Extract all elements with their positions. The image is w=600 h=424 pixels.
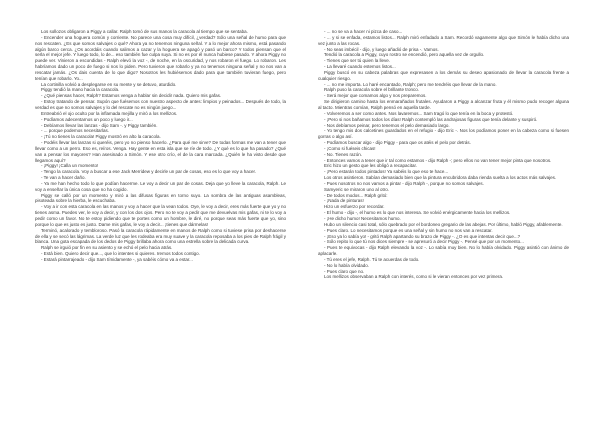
paragraph: - No seas imbécil - dijo, y luego añadió de prisa -. Vamos.: [324, 46, 439, 52]
paragraph: - Entonces vamos a tener que ir tal como estamos - dijo Ralph -; pero ellos no van tener mejor pinta que nosotros.: [324, 157, 552, 163]
right-text-column: [318, 29, 569, 399]
paragraph: - Debíamos llevar las lanzas - dijo Sam -. y Piggy también.: [41, 122, 158, 128]
paragraph: - El humo - dijo -, el humo es lo que nos interesa. Se volvió enérgicamente hacia los mellizos.: [324, 210, 511, 216]
paragraph: - Encender una hoguera común y corriente. No parece una cosa muy difícil, ¿verdad? Sólo una señal de humo para que nos rescaten. ¿Es que somos salvajes o qué? Ahora ya no tenemos ninguna señal. Y a lo mejor ahora mismo, está pasando algún barco cerca. ¿Os acordáis cuando salimos a cazar y la hoguera se apagó y pasó un barco? Y todos piensan que el serla el mejor jefe. Y luego todo, lo de... eso también fue culpa suya. Si no es por él nunca hubiese pasado. Y ahora Piggy no puede ver. Vinieron a escondidas - Ralph elevó la voz -, de noche, en la oscuridad, y nos robaron el fuego. Lo robaron. Les habríamos dado un poco de fuego si nos lo piden. Pero tuvieron que robarlo y ya no tenemos ninguna señal y no nos van a rescatar jamás. ¿Os dais cuenta de lo que digo? Nosotros les hubiésemos dado para que también tuvieran fuego, pero tenían que robarlo. Yo...: [35, 34, 286, 81]
paragraph: Terminó, acalorado y tembloroso. Pasó la caracola rápidamente en manos de Ralph como si tuviese prisa por deshacerse de ella y se secó las lágrimas. La verde luz que les rodeaba era muy suave y la caracola reposaba a los pies de Ralph frágil y blanca. Una gota escapada de los dedos de Piggy brillaba ahora como una estrella sobre la delicada curva.: [35, 227, 286, 245]
paragraph: - ... y si se enfada, estamos listos... Ralph miró enfadado a Sam. Recordó vagamente algo que Simón le había dicho una vez junto a las rocas.: [318, 34, 569, 46]
paragraph: Samyeric se miraron uno al otro.: [324, 186, 390, 192]
paragraph: Tendió la caracola a Piggy, cuyo rostro se encendió, pero aquella vez de orgullo.: [324, 52, 485, 58]
paragraph: - ¡Como si fuéseis chicas!: [324, 145, 376, 151]
paragraph: Los sollozos obligaron a Piggy a callar. Ralph tomó de sus manos la caracola al tiempo que se sentaba.: [41, 29, 248, 34]
paragraph: - Pues nosotros no nos vamos a pintar - dijo Ralph -, porque no somos salvajes.: [324, 180, 484, 186]
paragraph: - ... porque podemos necesitarlas.: [41, 128, 110, 134]
paragraph: Los otros asintieron. Sabían demasiado bien que la pintura encubridora daba rienda suelta a los actos más salvajes.: [324, 175, 557, 181]
paragraph: Piggy se calló por un momento y miró a las difusas figuras en torno suyo. La sombra de las antiguas asambleas, pisoteada sobre la hierba, le escuchaba.: [35, 192, 286, 204]
paragraph: - ¡He dicho humo! Necesitamos humo.: [324, 216, 401, 221]
paragraph: - La llevaré cuando estemos listos...: [324, 64, 396, 70]
paragraph: - Está bien. Quiero decir que..., que lo intentes si quieres. Iremos todos contigo.: [41, 251, 200, 257]
paragraph: Hizo un esfuerzo por recordar.: [324, 204, 385, 210]
paragraph: - Te van a hacer daño.: [41, 175, 86, 181]
paragraph: - De todos modos... Ralph gritó:: [324, 192, 388, 198]
paragraph: - Estará pintarrajeado - dijo Sam tímidamente -, ya sabéis cómo va a estar...: [41, 256, 193, 262]
paragraph: - Será mejor que comamos algo y nos preparemos.: [324, 93, 427, 99]
paragraph: - Podéis llevar las lanzas si queréis, pero yo no pienso hacerlo. ¿Para qué me sirve? De todas formas me van a tener que llevar como a un perro. Eso es, reíros. Venga. Hay gente en esta isla que se ríe de todo. ¿Y qué es lo que ha pasado? ¿Qué van a pensar los mayores? Han asesinado a Simón. Y ese otro crío, el de la cara marcada. ¿Quién le ha visto desde que llegamos aquí?: [35, 140, 286, 163]
paragraph: Entreabrió el ojo oculto por la inflamada mejilla y miró a los mellizos.: [41, 110, 178, 116]
paragraph: - Voy a ir con esta caracola en las manos y voy a hacer que la vean todos. Oye, le voy a decir, eres más fuerte que yo y no tienes asma. Puedes ver, le voy a decir, y con los dos ojos. Pero no te voy a pedir que me devuelvas mis gafas, ni te lo voy a pedir como un favor. No te estoy pidiendo que te portes como un hombre, le diré, no porque seas más fuerte que yo, sino porque lo que es justo es justo. Dame mis gafas, le voy a decir... ¡tienes que dármelas!: [35, 204, 286, 227]
paragraph: - ¿Qué piensas hacer, Ralph? Estamos venga a hablar sin decidir nada. Quiero mis gafas.: [41, 93, 222, 99]
paragraph: - ¡Piggy! ¡Calla un momento!: [41, 163, 99, 169]
paragraph: - No lo había olvidado.: [324, 262, 370, 268]
paragraph: Piggy tendió la mano hacia la caracola.: [41, 87, 120, 93]
paragraph: - Sólo repito lo que tú nos dices siempre - se apresuró a decir Piggy -. Pensé que por un momento...: [324, 239, 524, 245]
paragraph: Piggy buscó en su cabeza palabras que expresasen a los demás su deseo apasionado de llevar la caracola frente a cualquier riesgo.: [318, 69, 569, 81]
paragraph: - ¡Pero estarán todos pintados! Ya sabéis lo que eso te hace...: [324, 169, 449, 175]
paragraph: - Tienes que ser tú quien la lleve.: [324, 58, 391, 64]
paragraph: - Podíamos buscar algo - dijo Piggy - para que os atéis el pelo por detrás.: [324, 140, 471, 146]
paragraph: - ¡Nada de pinturas!: [324, 198, 364, 204]
paragraph: Eric hizo un gesto que les obligó a recapacitar.: [324, 163, 418, 169]
paragraph: - ... no me importa. Lo haré encantado, Ralph; pero me tendréis que llevar de la mano.: [324, 81, 497, 87]
paragraph: - Yo tengo mis dos calcetines guardados en el refugio - dijo Eric -. Nos los podíamos poner en la cabeza como si fuesen gorras o algo así.: [318, 128, 569, 140]
paragraph: Ralph puso la caracola sobre el brillante tronco.: [324, 87, 420, 93]
paragraph: - Volveremos a ser como antes. Nos lavaremos... Sam tragó lo que tenía en la boca y protestó.: [324, 110, 514, 116]
paragraph: - Podíamos adecentarnos un poco y luego ir...: [41, 116, 133, 122]
paragraph: - Pues claro que no.: [324, 268, 365, 274]
paragraph: - No. Tienes razón.: [324, 151, 363, 157]
left-text-column: [35, 29, 286, 399]
paragraph: Los mellizos observaban a Ralph con interés, como si le vieran entonces por vez primera.: [324, 274, 504, 280]
paragraph: - Tú eres el jefe, Ralph. Tú te acuerdas de todo.: [324, 256, 420, 262]
paragraph: Se dirigieron camino hasta los enmarañados frutales. Ayudaron a Piggy a alcanzar fruta y él mismo pudo recoger alguna al tacto. Mientras comían, Ralph pensó en aquella tarde.: [318, 99, 569, 110]
paragraph: Ralph se irguió por fin en su asiento y se echó el pelo hacia atrás.: [41, 245, 173, 251]
paragraph: - Ya me han hecho todo lo que podían hacerme. Le voy a decir un par de cosas. Deja que yo lleve la caracola, Ralph. Le voy a enseñar la única cosa que no ha cogido.: [35, 180, 286, 192]
paragraph: - ¡Tú no tienes la caracola! Piggy mostró en alto la caracola.: [41, 134, 161, 140]
paragraph: La cortinilla volvió a desplegarse en su mente y se detuvo, aturdido.: [41, 81, 177, 87]
paragraph: - Pues te equivocas - dijo Ralph elevando la voz -. Lo sabía muy bien. No lo había olvidado. Piggy asintió con ánimo de aplacarle.: [318, 245, 569, 257]
paragraph: - Tengo la caracola. Voy a buscar a ese Jack Merridew y decirle un par de cosas, eso es lo que voy a hacer.: [41, 169, 257, 175]
paragraph: - Nos debíamos peinar, pero tenemos el pelo demasiado largo.: [324, 122, 450, 128]
paragraph: - ... no se va a hacer ni pizca de caso...: [324, 29, 403, 34]
paragraph: - Estoy tratando de pensar. Supón que fuésemos con nuestro aspecto de antes: limpios y peinados... Después de todo, la verdad es que no somos salvajes y lo del rescate no es ningún juego...: [35, 99, 286, 110]
paragraph: - Pues claro. Lo necesitamos porque es una señal y sin humo no nos van a rescatar.: [324, 227, 493, 233]
paragraph: - ¡Pero si nos bañamos todos los días! Ralph contempló las andrajosas figuras que tenía delante y suspiró.: [324, 116, 538, 122]
paragraph: - ¡Eso ya lo sabía yo! - gritó Ralph apartando su brazo de Piggy -. ¿O es que intentas decir que...?: [324, 233, 521, 239]
paragraph: Hubo un silencio casi total, sólo quebrado por el bordoneo gregario de las abejas. Por último, habló Piggy, afablemente.: [324, 221, 563, 227]
